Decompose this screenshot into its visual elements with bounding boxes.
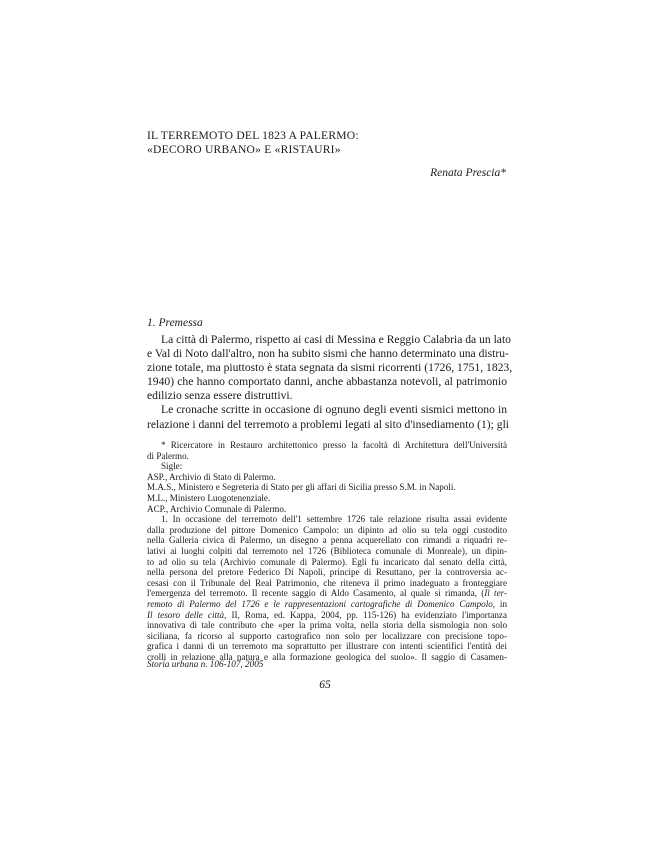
abbreviation-line: ACP., Archivio Comunale di Palermo. [147,503,287,514]
footnote-line: nella persona del pretore Federico Di Napoli, principe di Resuttano, per la controversia ac- [147,567,507,578]
footnote-line [147,610,507,621]
sigle-label: Sigle: [161,461,183,472]
journal-citation: Storia urbana n. 106-107, 2005 [147,659,264,669]
footnote-line [147,588,507,599]
footnote-line: nella Galleria civica di Palermo, un disegno a penna acquerellato con rimandi a riquadri re- [147,535,507,546]
body-line: Le cronache scritte in occasione di ognuno degli eventi sismici mettono in [161,403,507,417]
footnote-line: siciliana, fa ricorso al supporto cartografico non solo per localizzare con precisione topo- [147,630,507,641]
article-title [147,129,507,157]
footnote-line: crolli in relazione alla natura e alla formazione geologica del suolo». Il saggio di Casamen- [147,651,507,662]
footnote-line: dalla produzione del pittore Domenico Campolo: un dipinto ad olio su tela oggi custodito [147,524,507,535]
footnote-text: , II, Roma, ed. Kappa, 2004, pp. 115-126) ha evidenziato l'importanza [224,609,508,620]
footnote-italic: remoto di Palermo del 1726 e le rappresentazioni cartografiche di Domenico Campolo [147,598,493,609]
body-text [147,333,513,432]
footnote-line: lativi ai luoghi colpiti dal terremoto nel 1726 (Biblioteca comunale di Monreale), un dipin- [147,545,507,556]
footnote-line: grafica i danni di un terremoto ma soprattutto per illustrare con intenti scientifici l'entità dei [147,641,507,652]
footnotes [147,440,507,662]
title-line-1: IL TERREMOTO DEL 1823 A PALERMO: [147,129,359,142]
footnote-italic: Il ter- [484,588,507,599]
body-line: 1940) che hanno comportato danni, anche abbastanza notevoli, al patrimonio [147,375,507,389]
footnote-line: to ad olio su tela (Archivio comunale di Palermo). Egli fu incaricato dal senato della città, [147,556,507,567]
footnote-text: , in [492,598,507,609]
footnote-line [147,599,507,610]
footnote-line: * Ricercatore in Restauro architettonico presso la facoltà di Architettura dell'Università [161,440,507,450]
footnote-line: cesasi con il Tribunale del Real Patrimonio, che riteneva il primo inadeguato a fronteggiare [147,577,507,588]
body-line: relazione i danni del terremoto a problemi legati al sito d'insediamento (1); gli [147,417,510,431]
abbreviation-line: M.L., Ministero Luogotenenziale. [147,492,271,503]
page-number: 65 [319,679,331,691]
body-line: edilizio senza essere distruttivi. [147,389,293,403]
title-line-2: «DECORO URBANO» E «RISTAURI» [147,143,341,156]
body-line: La città di Palermo, rispetto ai casi di Messina e Reggio Calabria da un lato [161,333,511,346]
body-line: zione totale, ma piuttosto è stata segnata da sismi ricorrenti (1726, 1751, 1823, [147,361,513,375]
footnote-line: innovativa di tale contributo che «per la prima volta, nella storia della sismologia non solo [147,620,507,631]
section-heading: 1. Premessa [147,317,203,329]
footnote-text: l'emergenza del terremoto. Il recente saggio di Aldo Casamento, al quale si rimanda, ( [147,588,485,599]
abbreviation-line: M.A.S., Ministero e Segreteria di Stato per gli affari di Sicilia presso S.M. in Napoli. [147,482,456,493]
footnote-italic: Il tesoro delle città [147,609,225,620]
body-line: e Val di Noto dall'altro, non ha subito sismi che hanno determinato una distru- [147,347,509,361]
author-name: Renata Prescia* [430,167,506,179]
abbreviation-line: ASP., Archivio di Stato di Palermo. [147,471,276,482]
footnote-line: 1. In occasione del terremoto dell'1 settembre 1726 tale relazione risulta assai evidente [161,514,507,525]
footnote-line: di Palermo. [147,450,189,461]
